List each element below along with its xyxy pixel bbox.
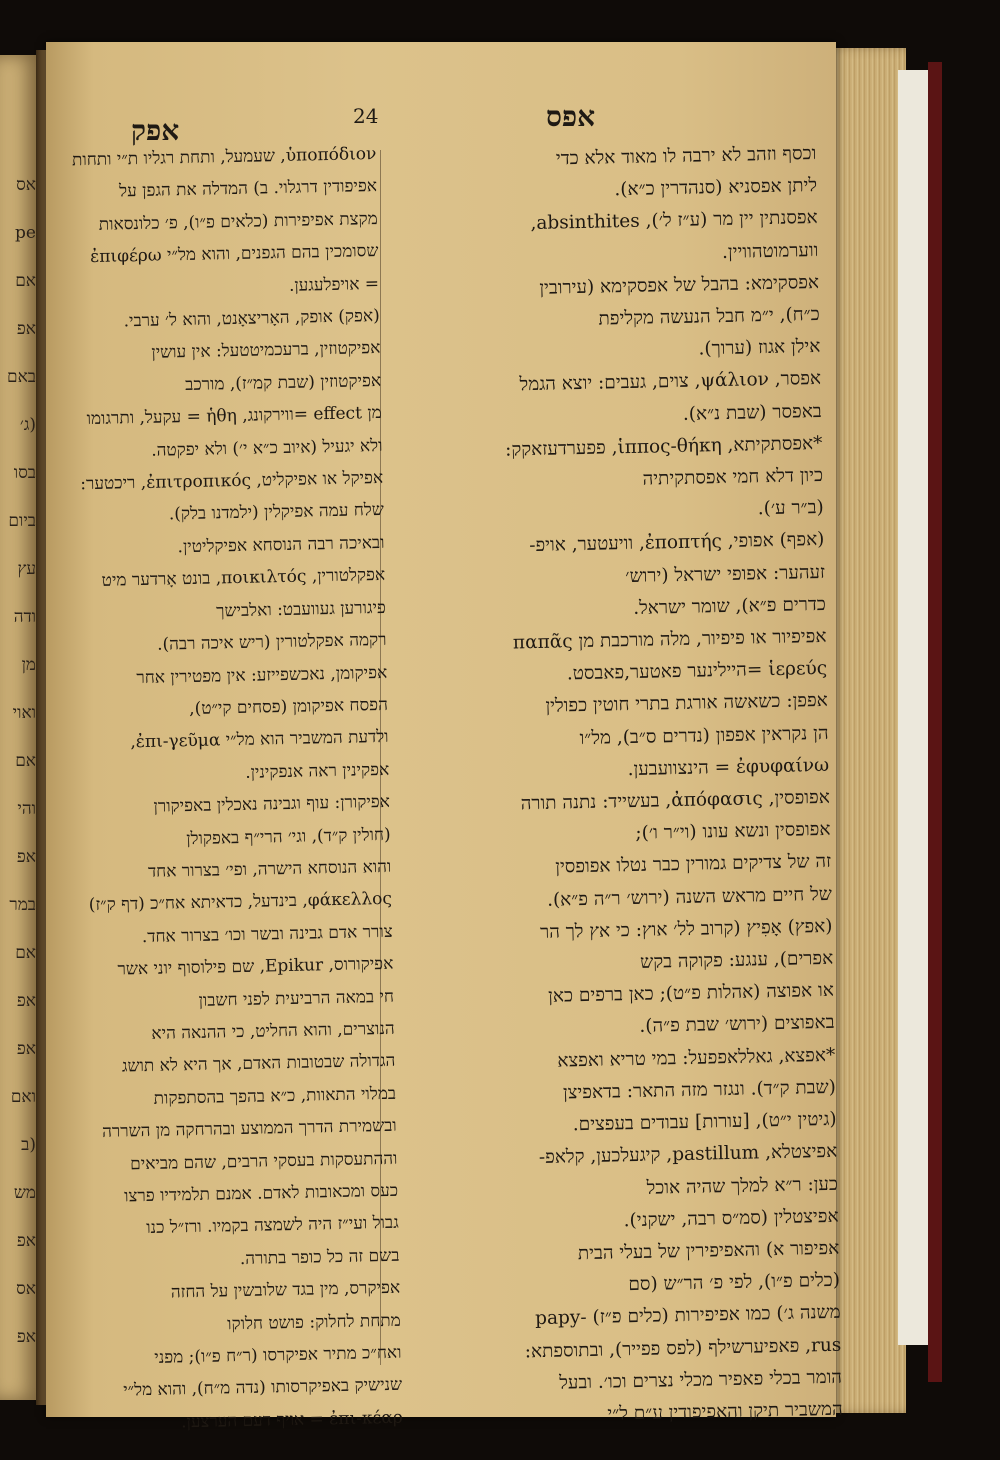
dictionary-page <box>46 42 843 1433</box>
left-running-head: אפק <box>131 114 180 147</box>
text-line: ובשמירת הדרך הממוצע ובהרחקה מן השררה <box>101 1115 397 1143</box>
page-fragment-text: (ג׳ <box>19 415 36 435</box>
text-line: ובאיכה רבה הנוסחא אפיקליטין. <box>177 532 385 558</box>
page-fragment-text: אפ <box>16 319 36 339</box>
page-fragment-text: אס <box>16 1279 36 1299</box>
text-line: או אפוצה (אהלות פ״ט); כאן ברפים כאן <box>547 980 835 1008</box>
text-line: אילן אגוז (ערוך). <box>698 336 821 360</box>
page-fragment-text: אס <box>16 175 36 195</box>
page-fragment-text: (ב <box>21 1135 36 1155</box>
text-line: *אפצא, גאללאפפעל: במי טריא ואפצא <box>557 1044 836 1072</box>
text-line: שסומכין בהם הגפנים, והוא מל״י ἐπιφέρω <box>89 241 379 268</box>
text-line: בשם זה כל כופר בתורה. <box>239 1245 400 1269</box>
page-fragment-text: ביום <box>8 511 36 531</box>
text-line: כדרים פ״א), שומר ישראל. <box>633 593 826 619</box>
text-line: והוא הנוסחא הישרה, ופי׳ בצרור אחד <box>147 856 392 882</box>
text-line: אפיפור א) והאפיפירין של בעלי הבית <box>577 1237 840 1265</box>
text-line: ואח״כ מתיר אפיקרסו (ר״ח פ״ו); מפני <box>154 1342 402 1368</box>
text-line: במלוי התאוות, כ״א בהפך בהסתפקות <box>153 1083 397 1109</box>
text-line: מן effect =ווירקונג, ἡθη = עקעל, ותרגומו <box>86 403 382 430</box>
page-fragment-text: אפ <box>16 991 36 1011</box>
page-fragment-text: אם <box>15 943 36 963</box>
text-line: ולדעת המשביר הוא מל״י ἐπι-γεῦμα, <box>130 727 389 753</box>
text-line: (גיטין י״ט), [עורות] עבודים בעפצים. <box>572 1108 837 1136</box>
page-fragment-text: אפ <box>16 1039 36 1059</box>
text-line: הומר בכלי פאפיר מכלי נצרים וכו׳. ובעל <box>559 1366 843 1394</box>
text-line: (שבת ק״ד). ונגזר מזה התאר: בדאפיצן <box>562 1076 837 1104</box>
text-line: אפיקורוס, Epikur, שם פילוסוף יוני אשר <box>117 953 394 980</box>
text-line: חי במאה הרביעית לפני חשבון <box>198 986 395 1011</box>
page-fragment-text: pe <box>15 223 36 243</box>
page-number: 24 <box>353 104 379 128</box>
book-cover-edge <box>928 62 942 1382</box>
text-line: זה של צדיקים גמורין כבר נטלו אפופסין <box>555 851 832 879</box>
text-line: אפקינין ראה אנפקינין. <box>245 759 390 783</box>
text-line: הנוצרים, והוא החליט, כי ההנאה היא <box>151 1018 395 1044</box>
page-fragment-text: אם <box>15 751 36 771</box>
text-line: rus, פאפיערשילף (לפס פפייר), ובתוספתא: <box>524 1334 842 1362</box>
page-fragment-text: אפ <box>16 1327 36 1347</box>
paper-strip <box>898 70 930 1345</box>
text-line: מקצת אפיפירות (כלאים פ״ו), פ׳ כלונסאות <box>98 208 378 235</box>
text-line: ἐφυφαίνω = הינצוועבען. <box>627 754 830 780</box>
page-fragment-text: אפ <box>16 1231 36 1251</box>
page-fragment-text: והי <box>17 799 36 819</box>
text-line: אפקלטורין, ποικιλτός, בונט אָרדער מיט <box>101 565 386 592</box>
text-line: אפיקרס, מין בגד שלובשין על החזה <box>170 1277 401 1303</box>
text-line: ἱερεύς =היילינער פאטער,פאבסט. <box>566 658 828 685</box>
text-line: (חולין ק״ד), וגי׳ הרי״ף באפקולן <box>186 824 391 849</box>
text-line: מתחת לחלוק: פושט חלוקו <box>226 1310 401 1334</box>
text-line: כ״ח), י״מ חבל הנעשה מקליפת <box>598 303 820 330</box>
page-fragment-text: מש <box>13 1183 36 1203</box>
page-fragment-text: בסו <box>13 463 36 483</box>
text-line: (ב״ר ע׳). <box>757 497 824 520</box>
text-line: אפיקטוזין (שבת קמ״ז), מורכב <box>184 370 382 395</box>
text-line: באפוצים (ירוש׳ שבת פ״ה). <box>639 1012 835 1038</box>
page-fragment-text: ואם <box>10 1087 36 1107</box>
text-line: ליתן אפסניא (סנהדרין כ״א). <box>614 175 818 201</box>
text-line: אפפן: כשאשה אורגת בתרי חוטין כפולין <box>545 690 829 718</box>
text-line: אפיקורן: עוף וגבינה נאכלין באפיקורן <box>153 791 391 817</box>
text-line: וכסף וזהב לא ירבה לו מאוד אלא כדי <box>555 142 817 170</box>
text-line: *אפסתקיתא, ἱππος-θήκη, פפערדעזאקק: <box>504 432 823 461</box>
text-line: (אפף) אפופי, ἐποπτής, וויעטער, אויפ- <box>528 529 825 557</box>
text-line: פיגורען געוועבט: ואלבישך <box>215 597 387 622</box>
text-line: אפיצטלין (סמ״ס רבה, ישקני). <box>623 1205 839 1231</box>
text-line: אפסר, ψάλιον, צוים, געבים: יוצא הגמל <box>519 368 822 396</box>
page-header <box>46 100 836 147</box>
text-line: הגדולה שבטובות האדם, אך היא לא תושג <box>121 1051 396 1077</box>
page-fragment-text: אפ <box>16 847 36 867</box>
text-line: ἐπι-κέαρ = אויף דעם הערצען. <box>180 1407 404 1433</box>
left-column <box>58 138 403 1441</box>
text-line: של חיים מראש השנה (ירוש׳ ר״ה פ״א). <box>546 883 833 911</box>
text-line: זעהער: אפופי ישראל (ירוש׳ <box>625 561 826 587</box>
text-line: ולא יגעיל (איוב כ״א י׳) ולא יפקטה. <box>151 435 383 461</box>
text-line: צורר אדם גבינה ובשר וכו׳ בצרור אחד. <box>141 921 393 947</box>
text-line: = אויפלעגען. <box>288 273 380 296</box>
page-fragment-text: עץ <box>17 559 36 579</box>
text-line: המשביר תיקן והאפיפודין ע״ם ל״י <box>607 1398 843 1425</box>
text-line: כען: ר״א למלך שהיה אוכל <box>646 1173 839 1199</box>
text-line: אפיקטוזין, ברעכמיטטעל: אין עושין <box>151 338 381 364</box>
text-line: (אפץ) אָפִיץ (קרוב לל׳ אוץ: כי אץ לך הר <box>539 915 833 943</box>
text-line: באפסר (שבת נ״א). <box>682 400 822 425</box>
text-line: הפסח אפיקומן (פסחים קי״ט), <box>188 694 389 719</box>
text-line: כעס ומכאובות לאדם. אמנם תלמידיו פרצו <box>123 1180 399 1207</box>
text-line: אפופסין, ἀπόφασις, בעשייד: נתנה תורה <box>520 786 831 815</box>
text-line: כיון דלא חמי אפסתקיתיה <box>642 464 824 490</box>
text-line: אפיקל או אפיקליט, ἐπιτροπικός, ריכטער: <box>80 467 384 495</box>
text-line: אפרים), ענגע: פקוקה בקש <box>639 947 834 973</box>
text-line: אפסקימא: בהבל של אפסקימא (עירובין <box>539 271 820 299</box>
page-fragment-text: מן <box>21 655 36 675</box>
text-line: ווערמוטהוויין. <box>721 239 819 263</box>
text-line: אפיפודין דרגלוי. ב) המדלה את הגפן על <box>118 176 378 202</box>
text-line: אפסנתין יין מר (ע״ז ל׳), absinthites, <box>530 207 818 235</box>
text-line: (אפק) אופק, האָריצאָנט, והוא ל׳ ערבי. <box>123 305 380 332</box>
page-fragment-text: ואוי <box>12 703 36 723</box>
text-line: (כלים פ״ו), לפי פ׳ הר״ש (סם <box>628 1269 841 1296</box>
text-line: אפיפיור או פיפיור, מלה מורכבת מן παπᾶς <box>512 625 827 654</box>
text-line: אפיצטלא, pastillum, קיגעלכען, קלאפ- <box>538 1141 838 1169</box>
text-line: וההתעסקות בעסקי הרבים, שהם מביאים <box>129 1148 398 1174</box>
text-line: ὑποπόδιον, שעמעל, ותחת רגליו ת״י ותחות <box>71 143 377 171</box>
text-line: אפופסין ונשא עונו (וי״ר ו׳); <box>635 819 831 845</box>
text-line: שנישיק באפיקרסותו (נדה מ״ח), והוא מל״י <box>123 1375 403 1402</box>
right-column <box>396 138 843 1435</box>
text-line: גבול ועי״ז היה לשמצה בקמיו. ורז״ל כנו <box>146 1213 399 1239</box>
text-line: משנה ג׳) כמו אפיפירות (כלים פ״ז) -papy <box>534 1302 841 1330</box>
text-line: הן נקראין אפפון (נדרים ס״ב), מל״ו <box>579 722 829 749</box>
text-line: רקמה אפקלטורין (ריש איכה רבה). <box>156 629 387 655</box>
text-line: שלח עמה אפיקלין (ילמדנו בלק). <box>168 500 385 525</box>
page-fragment-text: ודה <box>13 607 36 627</box>
text-line: φάκελλος, בינדעל, כדאיתא אח״כ (דף ק״ז) <box>88 889 393 916</box>
page-fragment-text: באם <box>6 367 36 387</box>
page-fragment-text: במר <box>9 895 36 915</box>
page-fragment-text: אם <box>15 271 36 291</box>
adjacent-page-fragment <box>0 55 38 1400</box>
right-running-head: אפס <box>546 100 596 133</box>
text-line: אפיקומן, נאכשפייזע: אין מפטירין אחר <box>136 662 388 688</box>
